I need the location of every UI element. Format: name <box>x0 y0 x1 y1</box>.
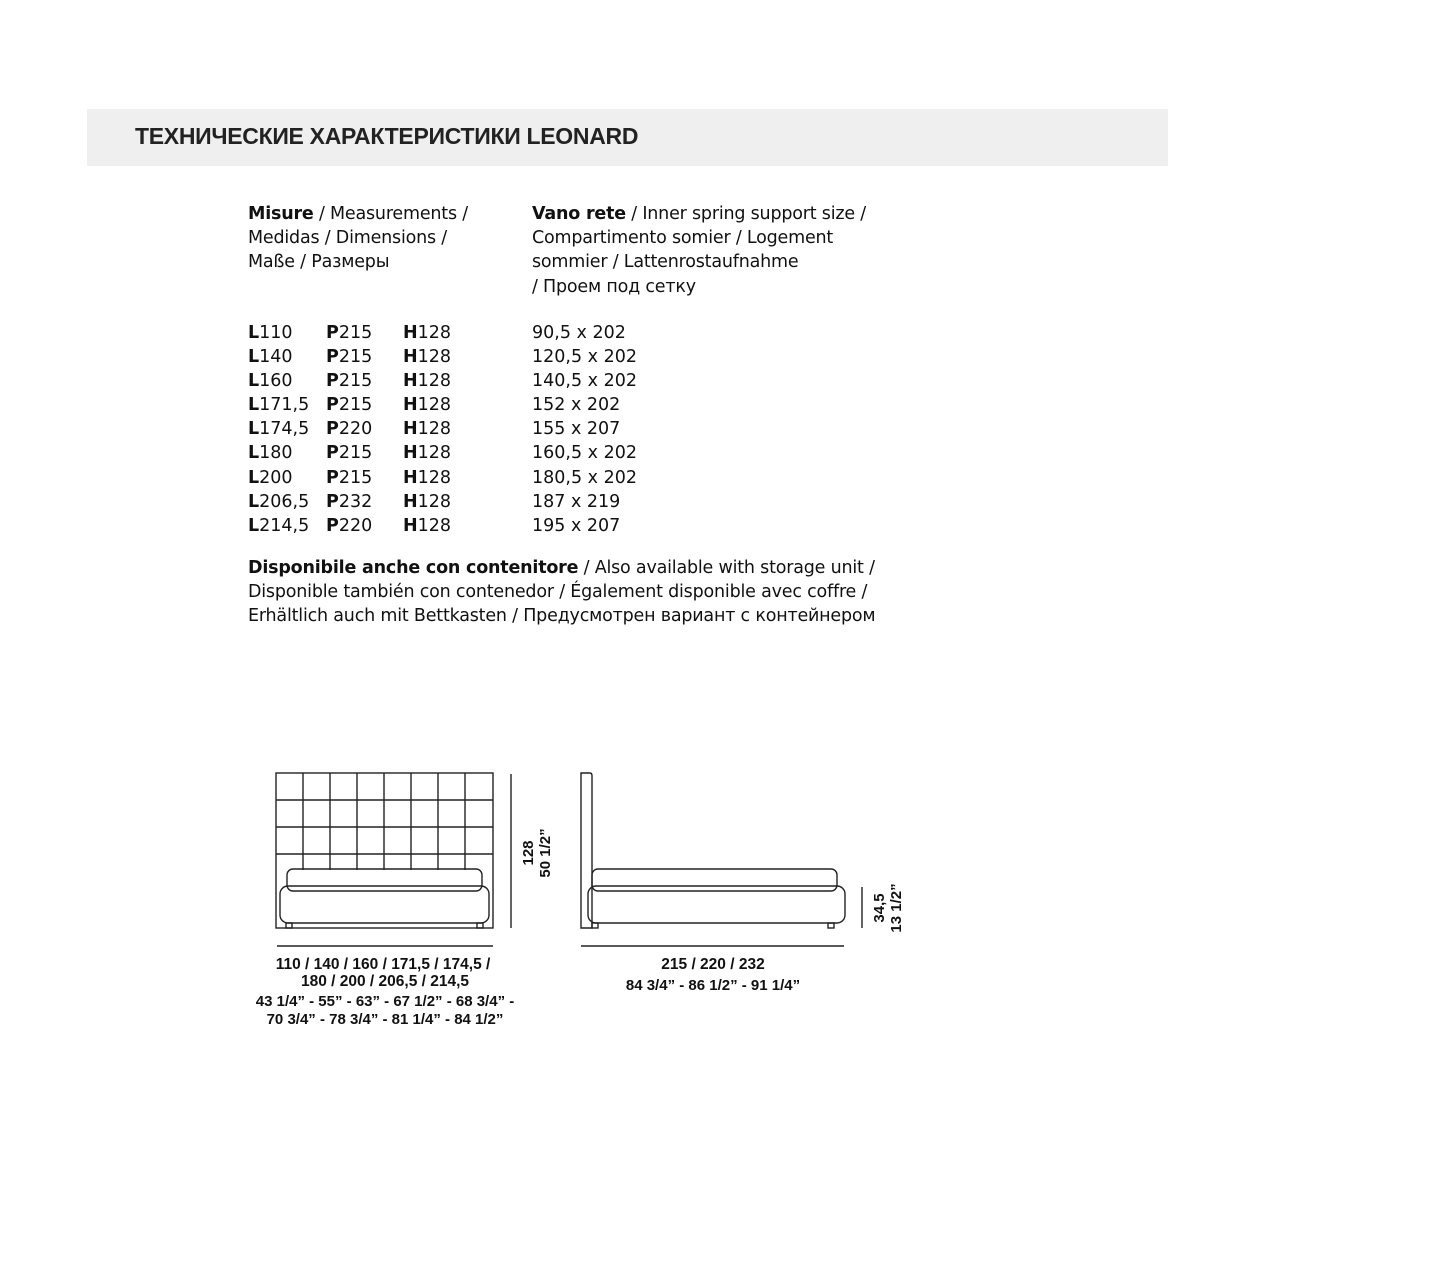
side-depth-in: 84 3/4” - 86 1/2” - 91 1/4” <box>625 977 801 994</box>
dimension-value: 215 <box>338 467 373 488</box>
measurements-line3: Maße / Размеры <box>248 252 390 273</box>
spring-size: 160,5 x 202 <box>532 443 637 464</box>
dimension-value: 215 <box>338 395 373 416</box>
front-height-cm: 128 <box>520 840 537 866</box>
dimension-letter: H <box>403 491 418 512</box>
dimension-letter: H <box>403 443 418 464</box>
side-height-in: 13 1/2” <box>888 883 905 933</box>
dimension-value: 200 <box>259 467 293 488</box>
dimension-value: 220 <box>338 515 373 536</box>
dimension-value: 215 <box>338 347 373 368</box>
dimension-letter: H <box>403 467 418 488</box>
dimension-letter: L <box>248 491 260 512</box>
dimension-letter: H <box>403 347 418 368</box>
dimension-value: 215 <box>338 443 373 464</box>
dimension-value: 128 <box>417 491 452 512</box>
spring-line3: sommier / Lattenrostaufnahme <box>532 252 799 273</box>
dimension-letter: P <box>326 515 339 536</box>
measurements-line2: Medidas / Dimensions / <box>248 228 448 249</box>
front-width-cm-2: 180 / 200 / 206,5 / 214,5 <box>300 973 470 990</box>
dimension-letter: L <box>248 347 260 368</box>
dimension-letter: P <box>326 467 339 488</box>
spring-size: 152 x 202 <box>532 395 621 416</box>
dimension-value: 232 <box>338 491 373 512</box>
side-depth-cm: 215 / 220 / 232 <box>661 956 765 973</box>
dimension-value: 215 <box>338 371 373 392</box>
dimension-value: 128 <box>417 467 452 488</box>
dimension-value: 171,5 <box>259 395 310 416</box>
side-view-drawing <box>581 773 862 946</box>
spring-size: 90,5 x 202 <box>532 323 626 343</box>
dimension-letter: L <box>248 371 260 392</box>
dimension-value: 128 <box>417 515 452 536</box>
dimension-value: 110 <box>259 323 293 343</box>
spring-bold: Vano rete <box>532 204 626 224</box>
dimension-letter: P <box>326 395 339 416</box>
dimension-value: 128 <box>417 371 452 392</box>
dimension-value: 128 <box>417 347 452 368</box>
dimension-value: 128 <box>417 443 452 464</box>
dimension-value: 128 <box>417 323 452 343</box>
front-width-in-1: 43 1/4” - 55” - 63” - 67 1/2” - 68 3/4” - <box>255 993 515 1010</box>
dimension-letter: P <box>326 371 339 392</box>
front-width-in-2: 70 3/4” - 78 3/4” - 81 1/4” - 84 1/2” <box>266 1011 504 1028</box>
dimension-letter: P <box>326 443 339 464</box>
dimension-value: 215 <box>338 323 373 343</box>
dimension-value: 128 <box>417 395 452 416</box>
spring-size: 180,5 x 202 <box>532 467 637 488</box>
storage-bold: Disponibile anche con contenitore <box>248 558 579 578</box>
dimension-letter: L <box>248 443 260 464</box>
dimension-value: 140 <box>259 347 293 368</box>
dimension-letter: H <box>403 323 418 343</box>
dimension-value: 214,5 <box>259 515 310 536</box>
dimension-letter: L <box>248 395 260 416</box>
side-height-cm: 34,5 <box>871 893 888 923</box>
dimension-letter: P <box>326 419 339 440</box>
dimension-value: 180 <box>259 443 293 464</box>
storage-line3: Erhältlich auch mit Bettkasten / Предусмотрен вариант с контейнером <box>248 606 876 627</box>
dimension-letter: H <box>403 515 418 536</box>
mattress-side <box>592 869 837 891</box>
spring-line4: / Проем под сетку <box>532 276 696 297</box>
dimension-value: 206,5 <box>259 491 310 512</box>
dimension-letter: L <box>248 467 260 488</box>
spring-line2: Compartimento somier / Logement <box>532 228 834 249</box>
spring-size: 195 x 207 <box>532 515 621 536</box>
spring-size: 120,5 x 202 <box>532 347 637 368</box>
spring-line1: / Inner spring support size / <box>625 204 866 224</box>
spring-size: 187 x 219 <box>532 491 621 512</box>
dimension-letter: P <box>326 491 339 512</box>
dimension-value: 174,5 <box>259 419 310 440</box>
dimension-letter: P <box>326 347 339 368</box>
mattress-front <box>287 869 482 891</box>
dimension-letter: H <box>403 371 418 392</box>
measurements-bold: Misure <box>248 204 314 224</box>
headboard-side <box>581 773 592 928</box>
dimension-letter: L <box>248 323 260 343</box>
dimension-letter: H <box>403 395 418 416</box>
storage-line2: Disponible también con contenedor / Également disponible avec coffre / <box>248 582 868 603</box>
dimension-value: 160 <box>259 371 293 392</box>
front-height-in: 50 1/2” <box>537 828 554 878</box>
dimension-value: 128 <box>417 419 452 440</box>
front-view-drawing <box>276 773 511 946</box>
dimension-value: 220 <box>338 419 373 440</box>
dimension-letter: L <box>248 419 260 440</box>
dimension-letter: P <box>326 323 339 343</box>
front-width-cm-1: 110 / 140 / 160 / 171,5 / 174,5 / <box>275 956 491 973</box>
storage-line1: / Also available with storage unit / <box>578 558 875 578</box>
measurements-line1: / Measurements / <box>313 204 468 224</box>
dimension-letter: H <box>403 419 418 440</box>
spring-size: 155 x 207 <box>532 419 621 440</box>
spring-size: 140,5 x 202 <box>532 371 637 392</box>
section-title: ТЕХНИЧЕСКИЕ ХАРАКТЕРИСТИКИ LEONARD <box>135 123 639 149</box>
dimension-letter: L <box>248 515 260 536</box>
